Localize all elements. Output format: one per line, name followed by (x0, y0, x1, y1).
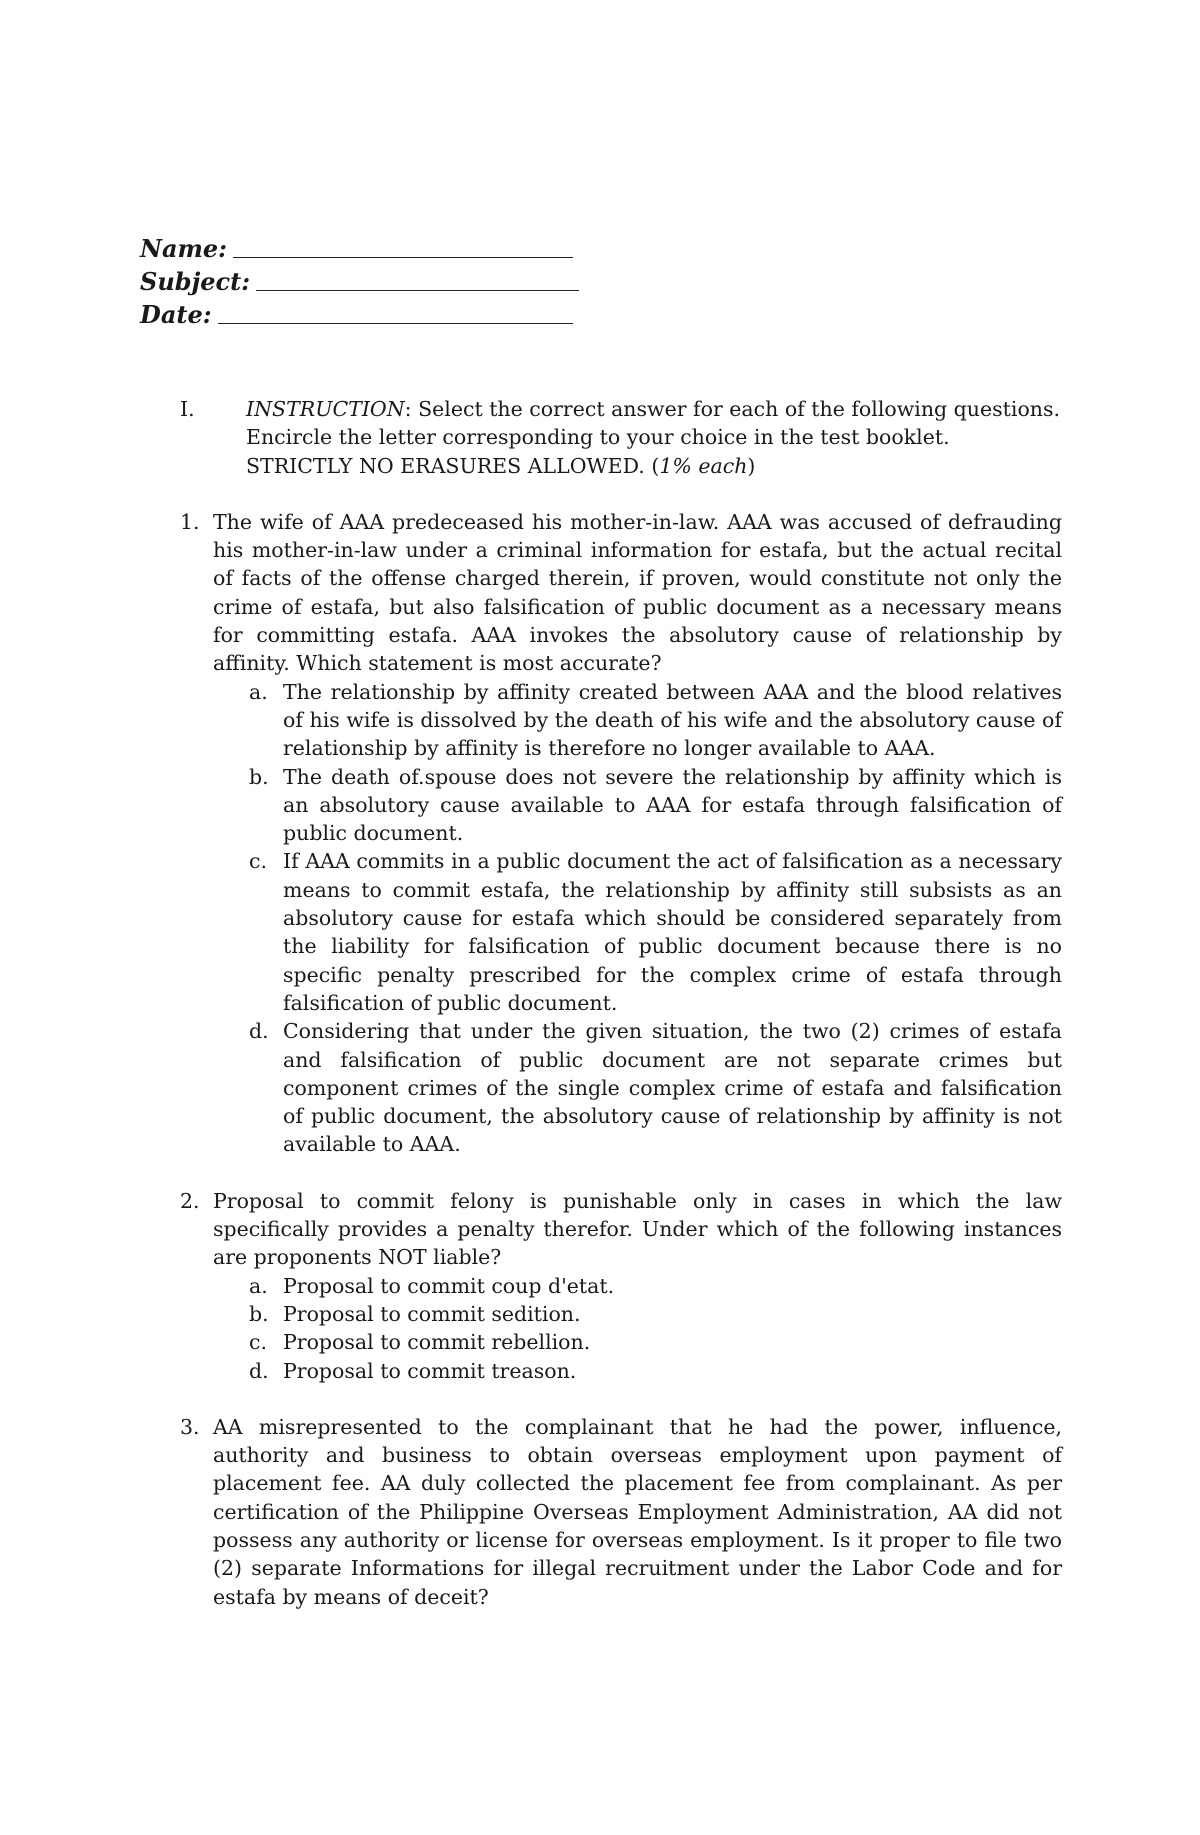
date-label: Date: (140, 300, 212, 329)
choice-letter: b. (249, 764, 269, 789)
choice-list (213, 1272, 1062, 1385)
question-3 (180, 1413, 1062, 1611)
points-note: 1% each (659, 453, 748, 478)
choice-text: The death of.spouse does not severe the relationship by affinity which is an absolutory cause available to AAA for estafa through falsification of public document. (283, 764, 1062, 846)
choice-text: Proposal to commit treason. (283, 1358, 577, 1383)
question-list (180, 508, 1062, 1611)
choice-letter: c. (249, 849, 267, 874)
choice-letter: d. (249, 1019, 269, 1044)
question-number: 1. (180, 509, 200, 534)
choice-a[interactable] (249, 678, 1062, 763)
name-field-row (140, 230, 600, 263)
choice-letter: a. (249, 679, 268, 704)
choice-letter: a. (249, 1273, 268, 1298)
subject-label: Subject: (140, 267, 251, 296)
question-text: Proposal to commit felony is punishable only in cases in which the law specifically provides a penalty therefor. Under which of the following instances are proponents NOT liable? (213, 1188, 1062, 1270)
section-numeral: I. (180, 397, 195, 421)
date-field-row (140, 296, 600, 329)
question-number: 2. (180, 1188, 200, 1213)
choice-text: Considering that under the given situation, the two (2) crimes of estafa and falsification of public document are not separate crimes but component crimes of the single complex crime of estafa and falsification of public document, the absolutory cause of relationship by affinity is not available to AAA. (283, 1019, 1062, 1157)
choice-text: If AAA commits in a public document the act of falsification as a necessary means to commit estafa, the relationship by affinity still subsists as an absolutory cause for estafa which should be considered separately from the liability for falsification of public document because there is no specific penalty prescribed for the complex crime of estafa through falsification of public document. (283, 849, 1062, 1015)
instruction-text (246, 395, 1062, 480)
choice-text: Proposal to commit rebellion. (283, 1330, 591, 1355)
choice-text: The relationship by affinity created between AAA and the blood relatives of his wife is dissolved by the death of his wife and the absolutory cause of relationship by affinity is therefore no longer available to AAA. (283, 679, 1062, 761)
subject-field-row (140, 263, 600, 296)
name-blank-line[interactable] (233, 256, 573, 258)
question-2 (180, 1187, 1062, 1385)
name-label: Name: (140, 234, 228, 263)
exam-content (180, 395, 1062, 1639)
question-body (213, 1187, 1062, 1385)
instruction-section (180, 395, 1062, 480)
choice-letter: b. (249, 1301, 269, 1326)
instruction-body: : Select the correct answer for each of the following questions. Encircle the letter corresponding to your choice in the test booklet. STRICTLY NO ERASURES ALLOWED. ( (246, 397, 1061, 478)
choice-d[interactable] (249, 1357, 1062, 1385)
question-body (213, 1413, 1062, 1611)
question-number: 3. (180, 1414, 200, 1439)
question-text: The wife of AAA predeceased his mother-in-law. AAA was accused of defrauding his mother-in-law under a criminal information for estafa, but the actual recital of facts of the offense charged therein, if proven, would constitute not only the crime of estafa, but also falsification of public document as a necessary means for committing estafa. AAA invokes the absolutory cause of relationship by affinity. Which statement is most accurate? (213, 509, 1062, 676)
choice-c[interactable] (249, 1328, 1062, 1356)
choice-b[interactable] (249, 1300, 1062, 1328)
instruction-label: INSTRUCTION (246, 397, 405, 421)
choice-b[interactable] (249, 763, 1062, 848)
choice-c[interactable] (249, 847, 1062, 1017)
choice-letter: d. (249, 1358, 269, 1383)
choice-a[interactable] (249, 1272, 1062, 1300)
choice-letter: c. (249, 1330, 267, 1355)
question-text: AA misrepresented to the complainant that he had the power, influence, authority and business to obtain overseas employment upon payment of placement fee. AA duly collected the placement fee from complainant. As per certification of the Philippine Overseas Employment Administration, AA did not possess any authority or license for overseas employment. Is it proper to file two (2) separate Informations for illegal recruitment under the Labor Code and for estafa by means of deceit? (213, 1414, 1062, 1609)
choice-text: Proposal to commit coup d'etat. (283, 1273, 615, 1298)
choice-list (213, 678, 1062, 1159)
choice-d[interactable] (249, 1017, 1062, 1158)
question-1 (180, 508, 1062, 1159)
instruction-close: ) (747, 453, 756, 478)
header-fields (140, 230, 600, 329)
choice-text: Proposal to commit sedition. (283, 1301, 581, 1326)
subject-blank-line[interactable] (256, 289, 579, 291)
question-body (213, 508, 1062, 1159)
date-blank-line[interactable] (218, 322, 573, 324)
